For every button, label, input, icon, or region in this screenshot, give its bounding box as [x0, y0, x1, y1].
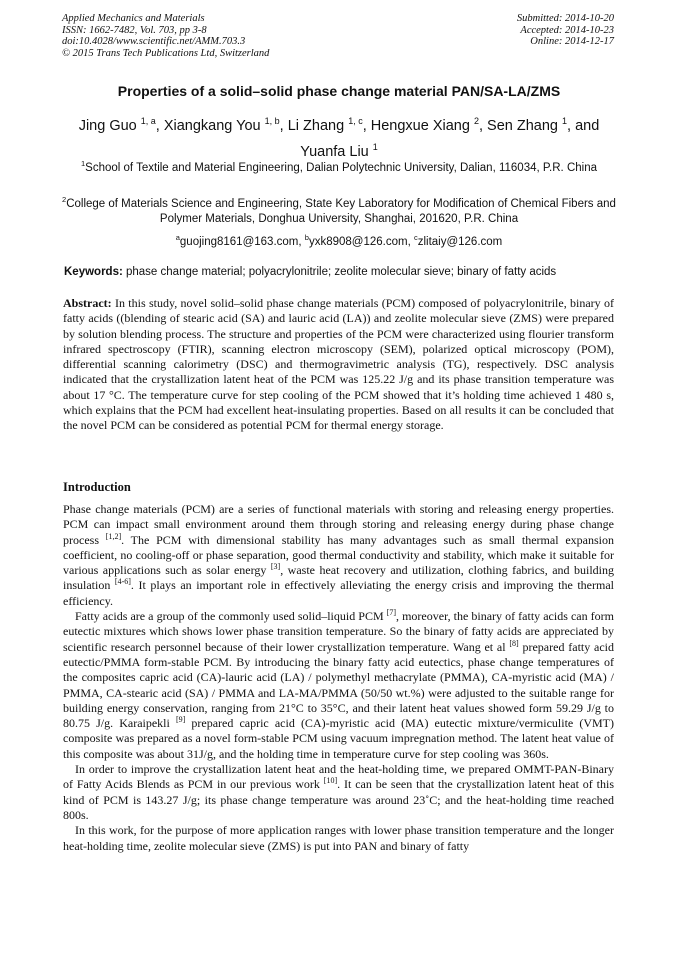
email-address[interactable]: zlitaiy@126.com — [417, 235, 503, 248]
affiliation-mark: 1 — [81, 159, 86, 168]
author-affiliation-mark: 2 — [473, 116, 479, 126]
author-name: Sen Zhang — [487, 117, 558, 134]
keywords — [64, 266, 624, 278]
intro-paragraph-1 — [63, 502, 614, 609]
paragraph-text: , moreover, the binary of fatty acids can form eutectic mixtures which shows lower phase transition temperature. So the binary of fatty acids are appreciated by scientific research personnel because of their lower crystallization temperature. Wang et al — [63, 609, 614, 654]
paragraph-text: , waste heat recovery and utilization, clothing fabrics, and building insulation — [63, 563, 614, 593]
author-affiliation-mark: 1, b — [264, 116, 280, 126]
abstract-text: In this study, novel solid–solid phase change materials (PCM) composed of polyacrylonitrile, binary of fatty acids ((blending of stearic acid (SA) and lauric acid (LA)) and zeolite molecular sieve (ZMS) were prepared by solution blending process. The structure and properties of the PCM were characterized using flourier transform infrared spectroscopy (FTIR), scanning electron microscopy (SEM), polarized optical microscopy (POM), differential scanning calorimetry (DSC) and thermogravimetric analysis (TG), respectively. DSC analysis indicated that the crystallization latent heat of the PCM was 125.22 J/g and its phase transition temperature was about 17 °C. The temperature curve for step cooling of the PCM showed that it’s holding time achieved 1 480 s, which explains that the PCM had excellent heat-insulating properties. Based on all results it can be concluded that the novel PCM can be considered as potential PCM for thermal energy storage. — [63, 296, 615, 433]
author-emails: $^a$guojing8161@163.com, $^b$yxk8908@126.com, $^c$zlitaiy@126.com — [175, 233, 503, 248]
publication-dates — [517, 13, 614, 48]
author-affiliation-mark: 1, a — [140, 116, 156, 126]
abstract-label: Abstract: — [63, 296, 112, 310]
keywords-label: Keywords: — [64, 266, 123, 278]
author-affiliation-mark: 1, c — [348, 116, 363, 126]
citation[interactable]: [9] — [175, 715, 186, 725]
email-mark: b — [304, 233, 309, 242]
keywords-text: phase change material; polyacrylonitrile; zeolite molecular sieve; binary of fatty acids — [126, 266, 557, 278]
author-name: Xiangkang You — [163, 117, 261, 134]
paragraph-text: prepared capric acid (CA)-myristic acid (MA) eutectic mixture/vermiculite (VMT) composite was prepared as a novel form-stable PCM using vacuum impregnation method. The latent heat value of this composite was about 31J/g, and the holding time in temperature curve for step cooling was 360s. — [63, 716, 614, 761]
affiliation-2 — [60, 192, 618, 227]
email-address[interactable]: guojing8161@163.com — [179, 235, 299, 248]
citation[interactable]: [4-6] — [114, 577, 131, 587]
citation[interactable]: [1,2] — [105, 531, 122, 541]
author-affiliation-mark: 1 — [372, 141, 378, 152]
author-affiliation-mark: 1 — [562, 116, 568, 126]
citation[interactable]: [10] — [323, 776, 338, 786]
journal-issn: ISSN: 1662-7482, Vol. 703, pp 3-8 — [62, 24, 207, 36]
paragraph-text: In order to improve the crystallization latent heat and the heat-holding time, we prepared OMMT-PAN-Binary of Fatty Acids Blends as PCM in our previous work — [63, 762, 614, 792]
paragraph-text: . It can be seen that the crystallization latent heat of this kind of PCM is 143.27 J/g; its phase change temperature was around 23˚C; and the heat-holding time reached 800s. — [63, 777, 615, 822]
citation[interactable]: [7] — [386, 608, 397, 618]
email-mark: c — [413, 233, 418, 242]
citation[interactable]: [8] — [509, 638, 519, 648]
paragraph-text: In this work, for the purpose of more application ranges with lower phase transition temperature and the longer heat-holding time, zeolite molecular sieve (ZMS) is put into PAN and binary of fatty — [63, 823, 614, 853]
author-name: Hengxue Xiang — [370, 117, 470, 134]
author-name: Li Zhang — [287, 117, 345, 134]
journal-copyright: © 2015 Trans Tech Publications Ltd, Switzerland — [62, 47, 270, 59]
affiliation-text: School of Textile and Material Engineering, Dalian Polytechnic University, Dalian, 116034, P.R. China — [85, 161, 597, 174]
paragraph-text: prepared fatty acid eutectic/PMMA form-stable PCM. By introducing the binary fatty acid eutectics, phase change temperatures of the composites capric acid (CA)-lauric acid (LA) / polymethyl methacrylate (PMMA), CA-myristic acid (MA) / PMMA, CA-stearic acid (SA) / PMMA and LA-MA/PMMA (50/50 wt.%) were adjusted to the suitable range for building energy conservation, ranging from 21°C to 35°C, and their latent heat values showed form 59.29 J/g to 80.75 J/g. Karaipekli — [63, 639, 615, 731]
section-heading-introduction: Introduction — [63, 480, 131, 494]
paper-title: Properties of a solid–solid phase change material PAN/SA-LA/ZMS — [117, 83, 561, 99]
journal-doi: doi:10.4028/www.scientific.net/AMM.703.3 — [62, 36, 246, 47]
email-mark: a — [175, 233, 180, 242]
abstract — [63, 296, 614, 434]
author-name: Jing Guo — [78, 117, 137, 134]
affiliation-1 — [60, 156, 618, 176]
date-online: Online: 2014-12-17 — [530, 36, 614, 47]
paragraph-text: Fatty acids are a group of the commonly used solid–liquid PCM — [75, 609, 387, 624]
paragraph-text: . The PCM with dimensional stability has many advantages such as small thermal expansion coefficient, no cooling-off or phase separation, good thermal conductivity and stability, which make it suitable for various applications such as solar energy — [63, 532, 614, 578]
email-address[interactable]: yxk8908@126.com — [308, 235, 408, 248]
paragraph-text: . It plays an important role in effectively alleviating the energy crisis and improving the thermal efficiency. — [63, 578, 615, 608]
introduction-body — [63, 502, 614, 854]
intro-paragraph-2 — [63, 609, 614, 762]
citation[interactable]: [3] — [270, 562, 281, 572]
author-list: Jing Guo $^{1, a}$, Xiangkang You $^{1, b}$, Li Zhang $^{1, c}$, Hengxue Xiang $^2$, Sen Zhang $^1$, and Yuanfa Liu $^1$ — [78, 116, 600, 160]
date-accepted: Accepted: 2014-10-23 — [520, 24, 614, 36]
affiliation-text: College of Materials Science and Engineering, State Key Laboratory for Modification of Chemical Fibers and Polymer Materials, Donghua University, Shanghai, 201620, P.R. China — [66, 197, 616, 225]
paragraph-text: Phase change materials (PCM) are a series of functional materials with storing and releasing energy properties. PCM can impact small environment around them through storing and releasing energy during phase change process — [63, 502, 614, 547]
affiliation-mark: 2 — [62, 195, 67, 204]
journal-info — [62, 13, 269, 59]
date-submitted: Submitted: 2014-10-20 — [516, 13, 614, 24]
intro-paragraph-4 — [63, 823, 614, 854]
intro-paragraph-3 — [63, 762, 614, 823]
author-name: Yuanfa Liu — [300, 143, 369, 160]
journal-name: Applied Mechanics and Materials — [62, 13, 205, 24]
